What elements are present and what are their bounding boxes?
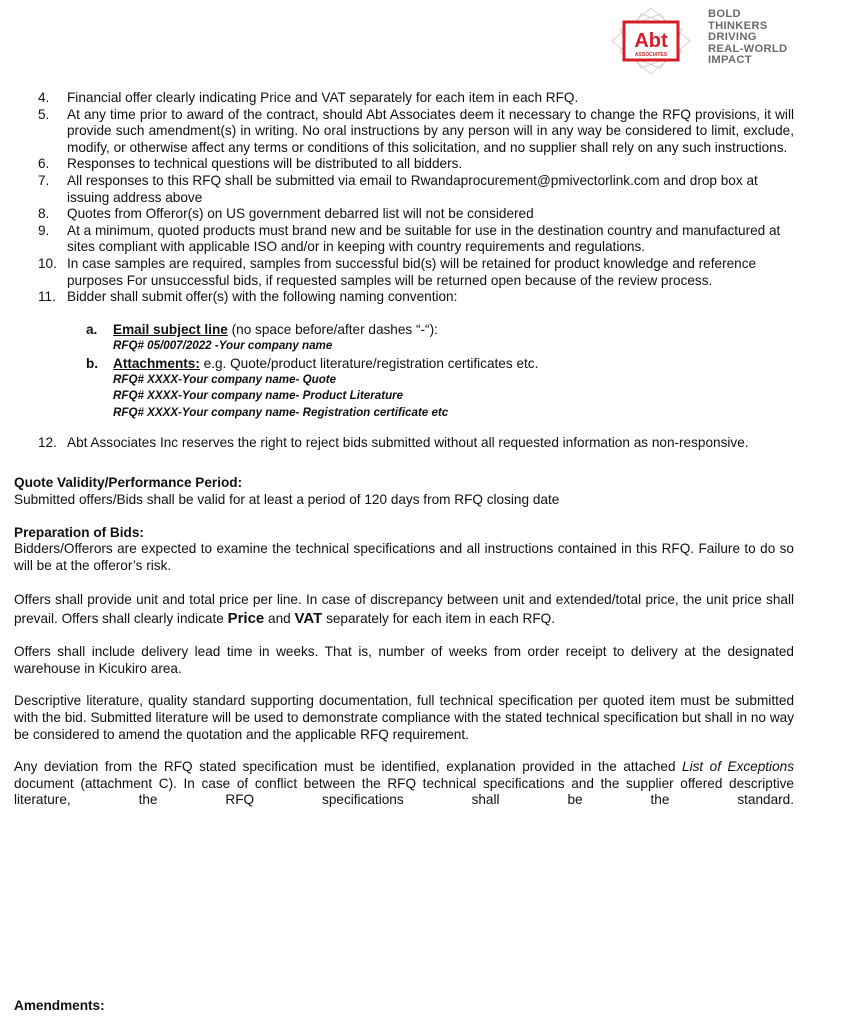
- email-subject-label: Email subject line: [113, 321, 228, 337]
- tagline-line: REAL-WORLD: [708, 42, 788, 55]
- exceptions-reference: List of Exceptions: [682, 759, 794, 775]
- logo-subtext: ASSOCIATES: [634, 52, 668, 58]
- list-item: 12. Abt Associates Inc reserves the right to reject bids submitted without all requested information as non-responsive.: [38, 434, 749, 450]
- email-subject-example: RFQ# 05/007/2022 -Your company name: [113, 339, 333, 353]
- vat-emphasis: VAT: [294, 610, 323, 628]
- attachments-item: b. Attachments: e.g. Quote/product literature/registration certificates etc. RFQ# XXXX-Your company name- Quote RFQ# XXXX-Your company name- Product Literature RFQ# XXXX-Your company name- Registration certificate etc: [14, 356, 794, 421]
- validity-heading: Quote Validity/Performance Period:: [14, 475, 243, 491]
- literature-paragraph: Descriptive literature, quality standard supporting documentation, full technical specification per quoted item must be submitted with the bid. Submitted literature will be used to demonstrate compliance with the stated technical specification but shall in no way be considered to amend the quotation and the applicable RFQ requirement.: [14, 693, 794, 742]
- list-item: 7. All responses to this RFQ shall be submitted via email to Rwandaprocurement@pmivectorlink.com and drop box at issuing address above: [38, 172, 758, 205]
- list-item: 8. Quotes from Offeror(s) on US government debarred list will not be considered: [38, 206, 534, 222]
- page-header: [600, 6, 840, 76]
- tagline-line: BOLD: [708, 8, 741, 20]
- attachment-example: RFQ# XXXX-Your company name- Product Literature: [113, 389, 404, 403]
- deviation-paragraph: Any deviation from the RFQ stated specification must be identified, explanation provided in the attached List of Exceptions document (attachment C). In case of conflict between the RFQ technical specifications and the supplier offered descriptive literature, the RFQ specifications shall be the standard.: [14, 759, 794, 808]
- attachments-label: Attachments:: [113, 355, 200, 371]
- naming-convention-list: [14, 322, 794, 421]
- document-body: [14, 90, 794, 809]
- list-item: 6. Responses to technical questions will be distributed to all bidders.: [38, 156, 463, 172]
- list-item: 10. In case samples are required, samples from successful bid(s) will be retained for product knowledge and reference purposes For unsuccessful bids, if requested samples will be returned open because of the review process.: [38, 255, 757, 288]
- preparation-paragraph: Bidders/Offerors are expected to examine the technical specifications and all instructions contained in this RFQ. Failure to do so will be at the offeror’s risk.: [14, 541, 794, 573]
- tagline-line: IMPACT: [708, 54, 752, 67]
- list-item: 5. At any time prior to award of the contract, should Abt Associates deem it necessary to change the RFQ provisions, it will provide such amendment(s) in writing. No oral instructions by any person will in any way be considered to limit, exclude, modify, or otherwise affect any terms or conditions of this solicitation, and no supplier shall rely on any such instructions.: [38, 106, 794, 155]
- tagline-line: THINKERS: [708, 19, 768, 32]
- instructions-list: [14, 90, 794, 306]
- list-item: 4. Financial offer clearly indicating Price and VAT separately for each item in each RFQ.: [38, 90, 579, 105]
- abt-logo: [604, 6, 698, 76]
- list-item: 11. Bidder shall submit offer(s) with the following naming convention:: [38, 289, 458, 305]
- list-item: 9. At a minimum, quoted products must brand new and be suitable for use in the destination country and manufactured at sites compliant with applicable ISO and/or in keeping with country requirements and regulations.: [38, 222, 781, 255]
- instructions-list-continued: [14, 435, 794, 452]
- attachment-example: RFQ# XXXX-Your company name- Registration certificate etc: [113, 405, 449, 419]
- price-emphasis: Price: [227, 610, 265, 628]
- lead-time-paragraph: Offers shall include delivery lead time in weeks. That is, number of weeks from order receipt to delivery at the designated warehouse in Kicukiro area.: [14, 644, 794, 676]
- validity-text: Submitted offers/Bids shall be valid for at least a period of 120 days from RFQ closing date: [14, 491, 560, 507]
- attachment-example: RFQ# XXXX-Your company name- Quote: [113, 373, 337, 387]
- amendments-heading: Amendments:: [14, 998, 105, 1013]
- preparation-heading: Preparation of Bids:: [14, 524, 144, 540]
- logo-text: Abt: [634, 30, 668, 52]
- brand-tagline: [708, 9, 787, 67]
- pricing-paragraph: Offers shall provide unit and total price per line. In case of discrepancy between unit and extended/total price, the unit price shall prevail. Offers shall clearly indicate Price and VAT separately for each item in each RFQ.: [14, 592, 794, 628]
- tagline-line: DRIVING: [708, 31, 757, 44]
- email-subject-item: a. Email subject line (no space before/after dashes “-“): RFQ# 05/007/2022 -Your company name: [14, 322, 794, 355]
